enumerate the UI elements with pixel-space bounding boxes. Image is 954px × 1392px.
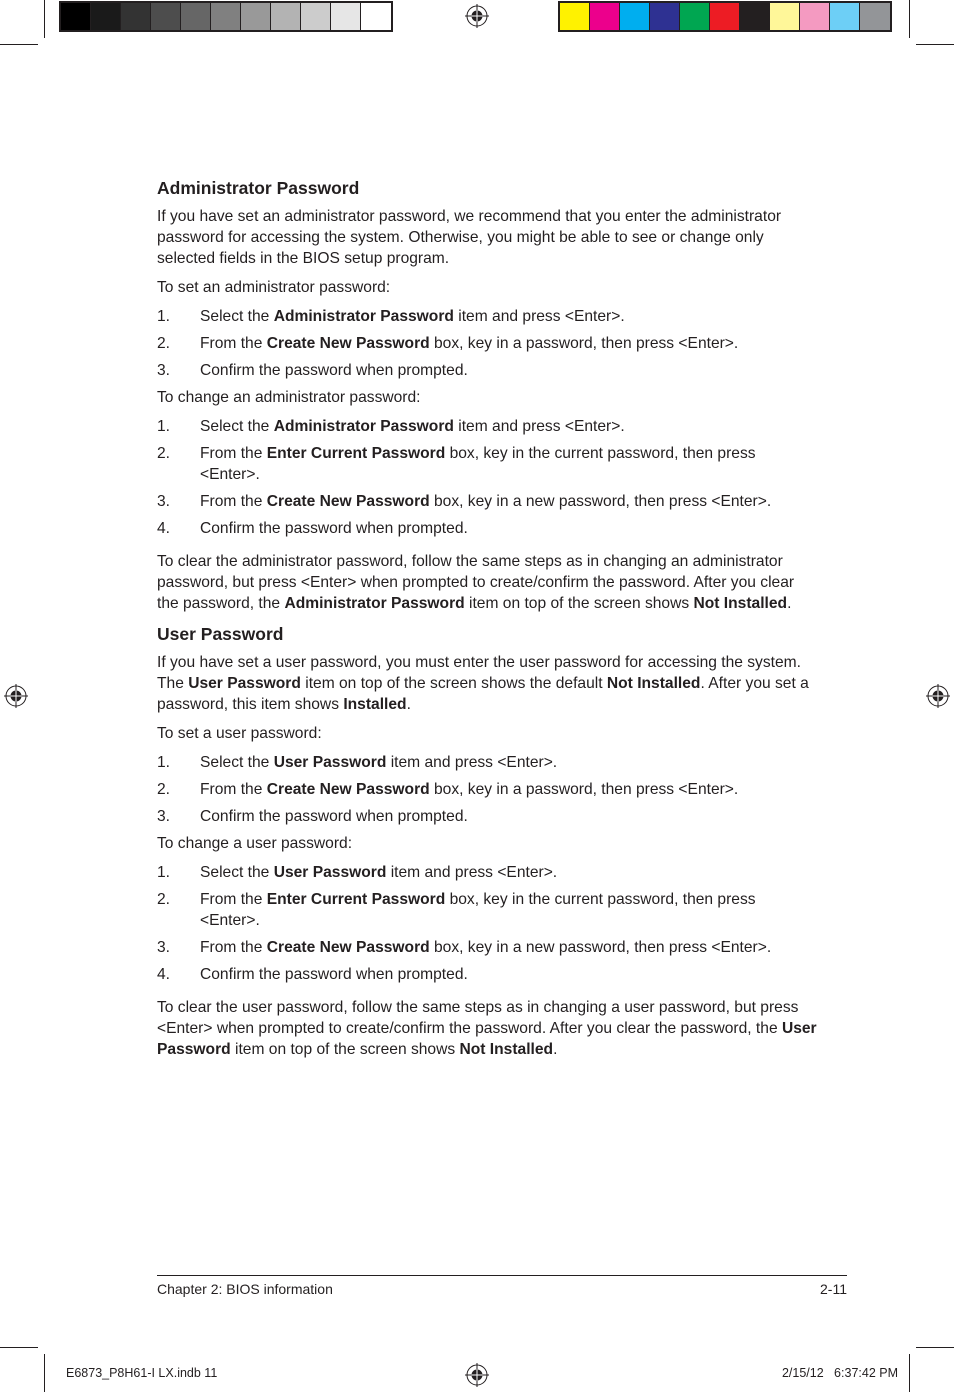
- color-swatch: [211, 3, 241, 30]
- step-text: item and press <Enter>.: [453, 308, 625, 325]
- step-emphasis: User Password: [273, 754, 387, 771]
- step-text: box, key in the current password, then press <Enter>.: [200, 445, 756, 483]
- color-swatch: [181, 3, 211, 30]
- step-number: 1.: [157, 418, 171, 435]
- step-text: box, key in a new password, then press <Enter>.: [429, 493, 772, 510]
- color-swatch: [121, 3, 151, 30]
- admin-change-heading: To change an administrator password:: [157, 389, 421, 406]
- admin-set-steps: [157, 306, 817, 381]
- step-emphasis: User Password: [273, 864, 387, 881]
- color-swatch: [860, 3, 890, 30]
- color-swatch: [271, 3, 301, 30]
- admin-password-section: [157, 176, 817, 614]
- step-emphasis: Enter Current Password: [266, 445, 446, 462]
- trim-mark: [44, 0, 45, 38]
- step-number: 3.: [157, 808, 171, 825]
- color-swatch: [301, 3, 331, 30]
- step-number: 2.: [157, 891, 171, 908]
- list-item: [157, 964, 817, 985]
- admin-change-steps: [157, 416, 817, 539]
- color-swatch: [800, 3, 830, 30]
- step-emphasis: Create New Password: [266, 939, 430, 956]
- color-swatch: [241, 3, 271, 30]
- trim-mark: [909, 1354, 910, 1392]
- step-emphasis: Create New Password: [266, 335, 430, 352]
- list-item: [157, 779, 817, 800]
- color-swatch: [151, 3, 181, 30]
- step-emphasis: Administrator Password: [273, 418, 454, 435]
- list-item: [157, 306, 817, 327]
- step-number: 4.: [157, 520, 171, 537]
- grayscale-bar: [59, 1, 393, 32]
- registration-mark-icon: [926, 684, 950, 708]
- color-swatch: [91, 3, 121, 30]
- step-text: Select the: [200, 418, 274, 435]
- slug-timestamp: 2/15/12 6:37:42 PM: [781, 1366, 898, 1380]
- step-text: item and press <Enter>.: [386, 864, 558, 881]
- slug-filename: E6873_P8H61-I LX.indb 11: [66, 1366, 218, 1380]
- color-swatch: [61, 3, 91, 30]
- user-change-heading: To change a user password:: [157, 835, 353, 852]
- step-text: Confirm the password when prompted.: [200, 520, 468, 537]
- trim-mark: [916, 1347, 954, 1348]
- color-swatch: [650, 3, 680, 30]
- footer-page-number: 2-11: [820, 1281, 847, 1297]
- list-item: [157, 889, 817, 931]
- step-text: box, key in a new password, then press <Enter>.: [429, 939, 772, 956]
- list-item: [157, 443, 817, 485]
- color-swatch: [770, 3, 800, 30]
- step-number: 2.: [157, 445, 171, 462]
- step-text: Select the: [200, 864, 274, 881]
- step-text: Select the: [200, 754, 274, 771]
- page-content: [157, 176, 817, 1068]
- color-swatch: [710, 3, 740, 30]
- step-emphasis: Administrator Password: [273, 308, 454, 325]
- step-text: item and press <Enter>.: [386, 754, 558, 771]
- step-emphasis: Create New Password: [266, 493, 430, 510]
- step-text: From the: [200, 493, 267, 510]
- footer-chapter: Chapter 2: BIOS information: [157, 1281, 333, 1297]
- admin-clear-paragraph: To clear the administrator password, follow the same steps as in changing an administrator password, but press <Enter> when prompted to create/confirm the password. After you clear the password, the Administrator Password item on top of the screen shows Not Installed.: [157, 553, 795, 612]
- registration-mark-icon: [465, 1363, 489, 1387]
- footer-rule: [157, 1275, 847, 1276]
- list-item: [157, 862, 817, 883]
- admin-set-heading: To set an administrator password:: [157, 279, 391, 296]
- step-text: box, key in a password, then press <Enter>.: [429, 335, 739, 352]
- step-number: 2.: [157, 335, 171, 352]
- step-text: From the: [200, 335, 267, 352]
- user-change-steps: [157, 862, 817, 985]
- color-swatch: [331, 3, 361, 30]
- step-text: Select the: [200, 308, 274, 325]
- step-number: 2.: [157, 781, 171, 798]
- step-number: 4.: [157, 966, 171, 983]
- list-item: [157, 360, 817, 381]
- step-text: Confirm the password when prompted.: [200, 362, 468, 379]
- trim-mark: [0, 1347, 38, 1348]
- step-text: box, key in the current password, then press <Enter>.: [200, 891, 756, 929]
- trim-mark: [44, 1354, 45, 1392]
- user-password-heading: User Password: [157, 624, 284, 644]
- step-number: 1.: [157, 864, 171, 881]
- color-swatch: [830, 3, 860, 30]
- step-emphasis: Create New Password: [266, 781, 430, 798]
- list-item: [157, 518, 817, 539]
- step-text: From the: [200, 781, 267, 798]
- registration-mark-icon: [465, 4, 489, 28]
- step-number: 3.: [157, 493, 171, 510]
- color-swatch: [740, 3, 770, 30]
- user-intro: If you have set a user password, you must enter the user password for accessing the system. The User Password item on top of the screen shows the default Not Installed. After you set a password, this item shows Installed.: [157, 654, 809, 713]
- step-text: Confirm the password when prompted.: [200, 966, 468, 983]
- color-swatch: [620, 3, 650, 30]
- list-item: [157, 752, 817, 773]
- user-password-section: [157, 622, 817, 1060]
- step-text: From the: [200, 891, 267, 908]
- step-text: box, key in a password, then press <Enter>.: [429, 781, 739, 798]
- color-swatch: [361, 3, 391, 30]
- user-set-steps: [157, 752, 817, 827]
- list-item: [157, 416, 817, 437]
- color-bar: [558, 1, 892, 32]
- list-item: [157, 937, 817, 958]
- step-text: item and press <Enter>.: [453, 418, 625, 435]
- step-emphasis: Enter Current Password: [266, 891, 446, 908]
- color-swatch: [560, 3, 590, 30]
- step-text: From the: [200, 939, 267, 956]
- trim-mark: [909, 0, 910, 38]
- step-text: Confirm the password when prompted.: [200, 808, 468, 825]
- list-item: [157, 491, 817, 512]
- step-number: 1.: [157, 754, 171, 771]
- color-swatch: [590, 3, 620, 30]
- step-text: From the: [200, 445, 267, 462]
- registration-mark-icon: [4, 684, 28, 708]
- list-item: [157, 333, 817, 354]
- color-swatch: [680, 3, 710, 30]
- admin-intro: If you have set an administrator password, we recommend that you enter the administrator password for accessing the system. Otherwise, you might be able to see or change only selected fields in the BIOS setup program.: [157, 208, 782, 267]
- admin-password-heading: Administrator Password: [157, 178, 360, 198]
- trim-mark: [916, 44, 954, 45]
- trim-mark: [0, 44, 38, 45]
- step-number: 1.: [157, 308, 171, 325]
- step-number: 3.: [157, 362, 171, 379]
- user-set-heading: To set a user password:: [157, 725, 322, 742]
- user-clear-paragraph: To clear the user password, follow the same steps as in changing a user password, but press <Enter> when prompted to create/confirm the password. After you clear the password, the User Password item on top of the screen shows Not Installed.: [157, 999, 817, 1058]
- list-item: [157, 806, 817, 827]
- step-number: 3.: [157, 939, 171, 956]
